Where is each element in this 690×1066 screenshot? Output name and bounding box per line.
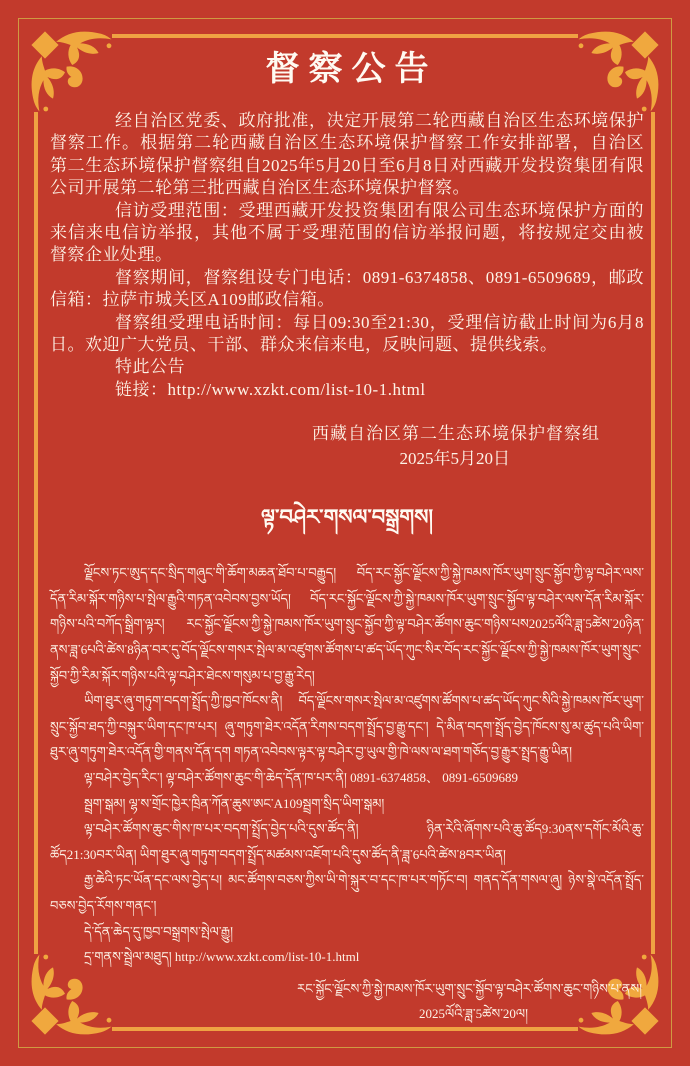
tibetan-paragraph-welcome: རྒྱ་ཆེའི་ཏང་ཡོན་དང་ལས་བྱེད་པ། མང་ཚོགས་བཅས་ཀྱིས་ཡི་གེ་སྐུར་བ་དང་ཁ་པར་གཏོང་བ། གནད་དོན་གསལ་ཞུ། ཉེས་སྣེ་འདོན་སྤྲོད་བཅས་བྱེད་རོགས་གནང་། (50, 872, 644, 913)
chinese-paragraph-phone-mailbox: 督察期间，督察组设专门电话：0891-6374858、0891-6509689，邮政信箱：拉萨市城关区A109邮政信箱。 (50, 267, 644, 310)
tibetan-paragraph-link: དྲ་གནས་སྦྲེལ་མཐུད། http://www.xzkt.com/list-10-1.html (84, 949, 360, 965)
tibetan-paragraph-phone: ལྟ་བཤེར་བྱེད་རིང་། ལྟ་བཤེར་ཚོགས་ཆུང་གི་ཆེད་དོན་ཁ་པར་ནི། 0891-6374858、 0891-6509689 (84, 770, 519, 786)
tibetan-paragraph-scope: ཡིག་ཐུར་ཞུ་གཏུག་བདག་སྤྲོད་ཀྱི་ཁྱབ་ཁོངས་ནི། བོད་ལྗོངས་གསར་སྤེལ་མ་འཛུགས་ཚོགས་པ་ཚད་ཡོད་ཀུང་སིའི་སྐྱེ་ཁམས་ཁོར་ཡུག་སྲུང་སྐྱོབ་ཐད་ཀྱི་བསྐུར་ཡིག་དང་ཁ་པར། ཞུ་གཏུག་ཐེར་འདོན་རིགས་བདག་སྤྲོད་བྱ་རྒྱུ་དང་། དེ་མིན་བདག་སྤྲོད་བྱེད་ཁོངས་སུ་མ་ཚུད་པའི་ཡིག་ཐུར་ཞུ་གཏུག་ཐེར་འདོན་གྱི་གནས་དོན་དག གཏན་འབེབས་ལྟར་ལྟ་བཤེར་བྱ་ཡུལ་གྱི་ཁེ་ལས་ལ་ཐག་གཅོད་བྱ་རྒྱུར་སྤྲད་རྒྱུ་ཡིན། (50, 693, 644, 760)
chinese-body (50, 110, 644, 401)
chinese-paragraph-scope: 信访受理范围：受理西藏开发投资集团有限公司生态环境保护方面的来信来电信访举报，其他不属于受理范围的信访举报问题，将按规定交由被督察企业处理。 (50, 200, 644, 265)
chinese-paragraph-approval: 经自治区党委、政府批准，决定开展第二轮西藏自治区生态环境保护督察工作。根据第二轮西藏自治区生态环境保护督察工作安排部署，自治区第二生态环境保护督察组自2025年5月20日至6月8日对西藏开发投资集团有限公司开展第二轮第三批西藏自治区生态环境保护督察。 (50, 111, 644, 198)
chinese-signature: 西藏自治区第二生态环境保护督察组 (312, 424, 600, 444)
chinese-paragraph-hours-welcome: 督察组受理电话时间：每日09:30至21:30，受理信访截止时间为6月8日。欢迎广大党员、干部、群众来信来电，反映问题、提供线索。 (50, 312, 644, 355)
frame-line-top (112, 34, 578, 38)
chinese-paragraph-link: 链接：http://www.xzkt.com/list-10-1.html (115, 379, 426, 399)
tibetan-body (50, 560, 644, 970)
tibetan-paragraph-hereby: དེ་དོན་ཆེད་དུ་ཁྱབ་བསྒྲགས་སྤེལ་རྒྱུ། (84, 923, 233, 939)
frame-line-bottom (112, 1027, 578, 1031)
tibetan-paragraph-hours: ལྟ་བཤེར་ཚོགས་ཆུང་གིས་ཁ་པར་བདག་སྤྲོད་བྱེད་པའི་དུས་ཚོད་ནི། ཉིན་རེའི་ཞོགས་པའི་ཆུ་ཚོད9:30ནས་དགོང་མོའི་ཆུ་ཚོད21:30བར་ཡིན། ཡིག་ཐུར་ཞུ་གཏུག་བདག་སྤྲོད་མཚམས་འཇོག་པའི་དུས་ཚོད་ནི་ཟླ་6པའི་ཚེས་8བར་ཡིན། (50, 821, 644, 862)
chinese-paragraph-hereby: 特此公告 (115, 357, 185, 377)
frame-line-left (34, 112, 38, 954)
tibetan-paragraph-approval: ལྗོངས་ཏང་ཨུད་དང་སྲིད་གཞུང་གི་ཆོག་མཆན་ཐོབ་པ་བརྒྱུད། བོད་རང་སྐྱོང་ལྗོངས་ཀྱི་སྐྱེ་ཁམས་ཁོར་ཡུག་སྲུང་སྐྱོབ་ཀྱི་ལྟ་བཤེར་ལས་དོན་རིམ་སྐོར་གཉིས་པ་སྤེལ་རྒྱུའི་གཏན་འབེབས་བྱས་ཡོད། བོད་རང་སྐྱོང་ལྗོངས་ཀྱི་སྐྱེ་ཁམས་ཁོར་ཡུག་སྲུང་སྐྱོབ་ལྟ་བཤེར་ལས་དོན་རིམ་སྐོར་གཉིས་པའི་བཀོད་སྒྲིག་ལྟར། རང་སྐྱོང་ལྗོངས་ཀྱི་སྐྱེ་ཁམས་ཁོར་ཡུག་སྲུང་སྐྱོབ་ཀྱི་ལྟ་བཤེར་ཚོགས་ཆུང་གཉིས་པས2025ལོའི་ཟླ་5ཚེས་20ཉིན་ནས་ཟླ་6པའི་ཚེས་8ཉིན་བར་དུ་བོད་ལྗོངས་གསར་སྤེལ་མ་འཛུགས་ཚོགས་པ་ཚད་ཡོད་ཀུང་སིར་བོད་རང་སྐྱོང་ལྗོངས་ཀྱི་སྐྱེ་ཁམས་ཁོར་ཡུག་སྲུང་སྐྱོབ་ཀྱི་རིམ་སྐོར་གཉིས་པའི་ལྟ་བཤེར་ཐེངས་གསུམ་པ་བྱ་རྒྱུ་རེད། (50, 565, 644, 683)
tibetan-title: ལྟ་བཤེར་གསལ་བསྒྲགས། (260, 505, 434, 530)
page-title: 督察公告 (265, 51, 438, 88)
tibetan-signature: རང་སྐྱོང་ལྗོངས་ཀྱི་སྐྱེ་ཁམས་ཁོར་ཡུག་སྲུང་སྐྱོབ་ལྟ་བཤེར་ཚོགས་ཆུང་གཉིས་པ་ནས། (297, 980, 642, 996)
frame-line-right (651, 112, 655, 954)
chinese-date: 2025年5月20日 (399, 449, 510, 469)
tibetan-date: 2025ལོའི་ཟླ་5ཚེས་20ལ། (419, 1006, 528, 1022)
announcement-content (50, 44, 644, 1027)
tibetan-paragraph-mailbox: སྦྲག་སྒམ། ལྷ་ས་གྲོང་ཁྱེར་ཁྲིན་ཀོན་ཆུས་ཨང་A109སྦྲག་སྲིད་ཡིག་སྒམ། (84, 795, 385, 811)
